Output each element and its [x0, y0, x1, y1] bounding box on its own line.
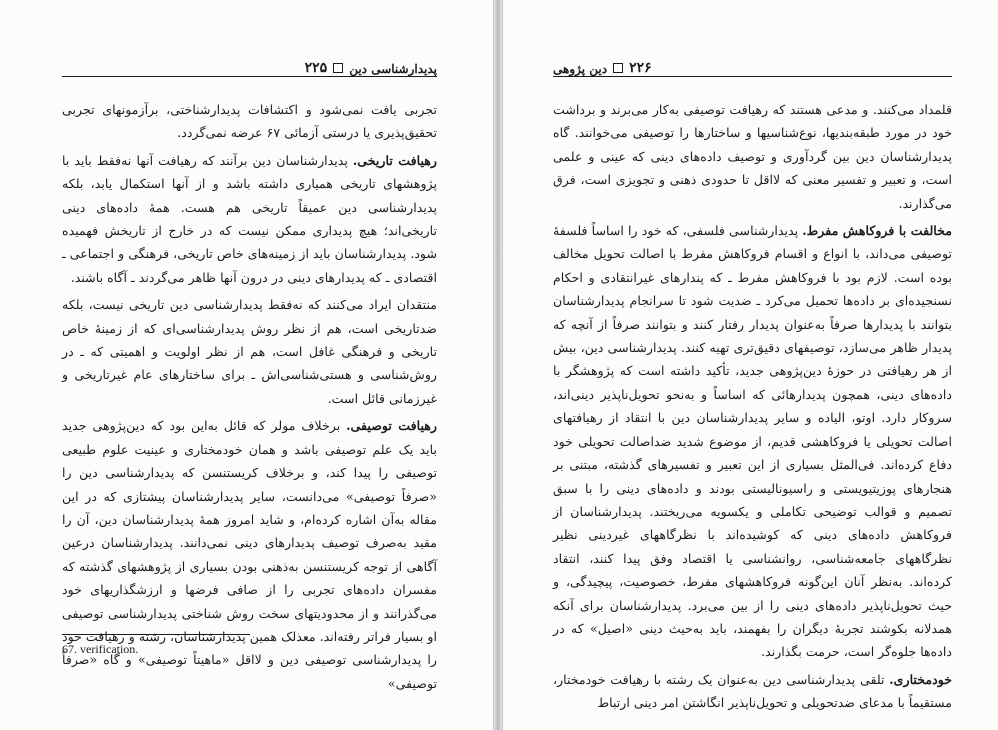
right-body-text: [553, 98, 952, 715]
paragraph-text: منتقدان ایراد می‌کنند که نه‌فقط پدیدارشناسی دین تاریخی نیست، بلکه ضدتاریخی است، هم از نظر روش پدیدارشناسی‌ای که از زمینهٔ خاص تاریخی و فرهنگی غافل است، هم از نظر اولویت و اهمیتی که ـ در روش‌شناسی و هستی‌شناسی‌اش ـ برای ساختارهای عام غیرتاریخی و غیرزمانی قائل است.: [62, 297, 437, 406]
right-header-rule: [553, 76, 952, 77]
right-running-title: دین پژوهی: [553, 62, 608, 76]
right-page-header: [553, 50, 952, 76]
right-page-number: ۲۲۶: [629, 60, 652, 76]
right-page: [502, 0, 998, 730]
section-heading-historical: رهیافت تاریخی.: [352, 152, 437, 168]
paragraph: [553, 98, 952, 215]
book-gutter: [494, 0, 502, 730]
paragraph: [62, 149, 437, 289]
paragraph: [62, 98, 437, 145]
paragraph-text: تلقی پدیدارشناسی دین به‌عنوان یک رشته با رهیافت خودمختار، مستقیماً با مدعای ضدتحویلی و تحویل‌ناپذیر انگاشتن امر دینی ارتباط: [553, 671, 952, 711]
footnote-separator: [62, 634, 250, 635]
paragraph-text: قلمداد می‌کنند. و مدعی هستند که رهیافت توصیفی به‌کار می‌برند و برداشت خود در مورد طبقه‌بندیها، نوع‌شناسیها و ساختارها را توصیفی می‌خوانند. گاه پدیدارشناسان دین بین گردآوری و توصیف داده‌های دینی که عینی و علمی است، و تعبیر و تفسیر معنی که لااقل تا حدودی ذهنی و تجویزی است، فرق می‌گذارند.: [553, 102, 952, 211]
header-square-ornament: [333, 63, 343, 73]
section-heading-anti-reduction: مخالفت با فروکاهش مفرط.: [802, 223, 952, 239]
paragraph: [553, 668, 952, 715]
left-body-text: [62, 98, 437, 695]
paragraph-text: برخلاف مولر که قائل به‌این بود که دین‌پژوهی جدید باید یک علم توصیفی باشد و همان خودمختاری و عینیت علوم طبیعی توصیفی را پیدا کند، و برخلاف کریستنسن که پدیدارشناسی دین را «صرفاً توصیفی» می‌دانست، سایر پدیدارشناسان پیشتازی که در این مقاله به‌آن اشاره کرده‌ام، و شاید امروز همهٔ پدیدارشناسان دین، آن را مقید به‌صرف توصیف پدیدارهای دینی نمی‌دانند. پدیدارشناسان درعین آگاهی از توجه کریستنسن به‌ذهنی بودن بسیاری از پژوهشهای گذشته که مفسران داده‌های تجربی را از صافی فرضها و ارزشگذاریهای خود می‌گذرانند و از محدودیتهای سخت روش شناختی پدیدارشناسی توصیفی او بسیار فراتر رفته‌اند. معذلک همین پدیدارشناسان، رشته و رهیافت خود را پدیدارشناسی توصیفی دین و لااقل «ماهیتاً توصیفی» و گاه «صرفاً توصیفی»: [62, 418, 437, 691]
paragraph: [62, 293, 437, 410]
left-page-header: [62, 50, 437, 76]
left-page: [0, 0, 494, 730]
section-heading-autonomy: خودمختاری.: [889, 671, 952, 687]
left-running-title: پدیدارشناسی دین: [349, 62, 437, 76]
paragraph-text: پدیدارشناسی فلسفی، که خود را اساساً فلسفهٔ توصیفی می‌داند، با انواع و اقسام فروکاهش مفرط با اصالت تحویل مخالف بوده است. لازم بود با فروکاهش مفرط ـ که پندارهای غیرانتقادی و احکام نسنجیده‌ای بر داده‌ها تحمیل می‌کرد ـ ضدیت شود تا سرانجام پدیدارشناسان بتوانند با پدیدارها صرفاً به‌عنوان پدیدار رفتار کنند و بتوانند صرفاً از آنچه که پدیدار ظاهر می‌سازد، توصیفهای دقیق‌تری تهیه کنند. پدیدارشناسی دین، بیش از هر رهیافتی در حوزهٔ دین‌پژوهی جدید، تأکید داشته است که پژوهشگر با داده‌های دینی، همچون پدیدارهائی که اساساً و به‌نحو تحویل‌ناپذیر دینی‌اند، سروکار دارد. اوتو، الیاده و سایر پدیدارشناسان دین با انتقاد از رهیافتهای اصالت تحویلی یا فروکاهشی قدیم، از موضوع شدید ضداصالت تحویلی خود دفاع کرده‌اند. فی‌المثل بسیاری از این تعبیر و تفسیرهای گذشته، مبتنی بر هنجارهای پوزیتیویستی و راسیونالیستی بودند و داده‌های دینی را با سبق تصمیم و قوالب توضیحی تکاملی و یکسویه می‌ریختند. پدیدارشناسان از فروکاهش داده‌های دینی که کوشیده‌اند با نظرگاههای غیردینی نظیر نظرگاههای جامعه‌شناسی، روانشناسی یا اقتصاد وفق پیدا کنند، انتقاد کرده‌اند. به‌نظر آنان این‌گونه فروکاهشهای مفرط، خصوصیت، پیچیدگی، و حیث تحویل‌ناپذیر داده‌های دینی را از بین می‌برد. پدیدارشناسان برای آنکه همدلانه بکوشند تجربهٔ دیگران را بفهمند، باید به‌حیث دینی «اصیل» که در داده‌ها جلوه‌گر است، حرمت بگذارند.: [553, 223, 952, 660]
left-page-number: ۲۲۵: [304, 60, 328, 76]
paragraph-text: پدیدارشناسان دین برآنند که رهیافت آنها نه‌فقط باید با پژوهشهای تاریخی همیاری داشته باشد و از آنها استکمال یابد، بلکه پدیدارشناسی دین عمیقاً تاریخی هم هست. همهٔ داده‌های دینی تاریخی‌اند؛ هیچ پدیداری ممکن نیست که در خارج از تاریخش فهمیده شود. پدیدارشناسان باید از زمینه‌های خاص تاریخی، فرهنگی و اجتماعی ـ اقتصادی ـ که پدیدارهای دینی در درون آنها ظاهر می‌گردند ـ آگاه باشند.: [62, 152, 437, 285]
paragraph-text: تجربی یافت نمی‌شود و اکتشافات پدیدارشناختی، برآزمونهای تجربی تحقیق‌پذیری یا درستی آزمائی ۶۷ عرضه نمی‌گردد.: [62, 102, 437, 141]
section-heading-descriptive: رهیافت توصیفی.: [346, 418, 438, 434]
paragraph: [553, 219, 952, 664]
header-square-ornament: [613, 63, 623, 73]
left-header-rule: [62, 76, 437, 77]
footnote: 67. verification.: [62, 642, 139, 656]
